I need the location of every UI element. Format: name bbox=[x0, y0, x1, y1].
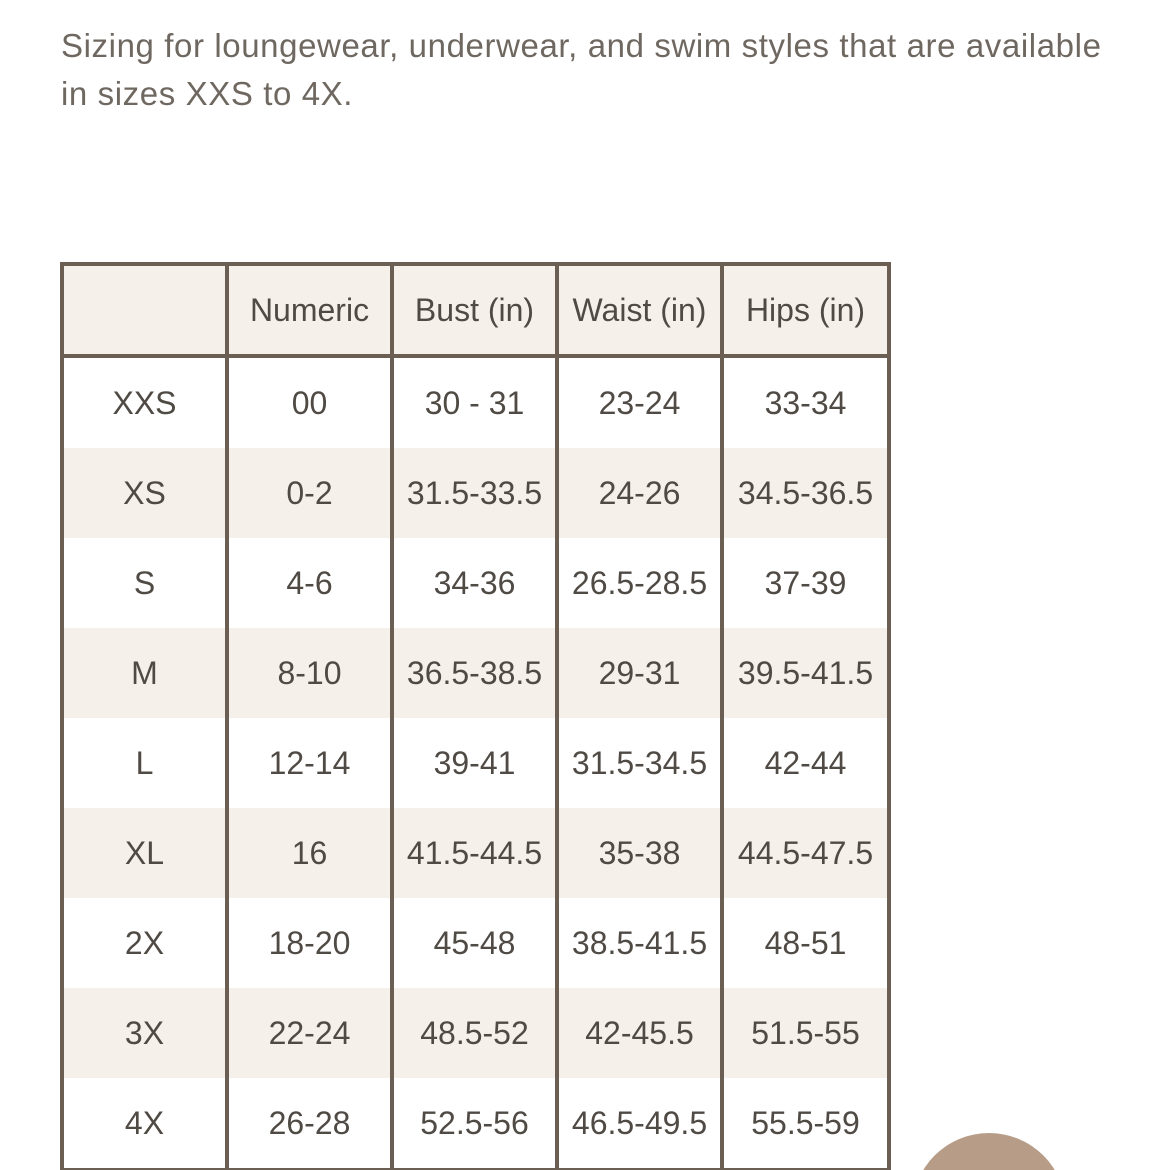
table-row bbox=[62, 448, 889, 538]
cell-numeric: 00 bbox=[227, 356, 392, 448]
cell-waist: 46.5-49.5 bbox=[557, 1078, 722, 1170]
cell-hips: 33-34 bbox=[722, 356, 889, 448]
cell-hips: 44.5-47.5 bbox=[722, 808, 889, 898]
table-row bbox=[62, 988, 889, 1078]
header-hips: Hips (in) bbox=[722, 264, 889, 356]
cell-waist: 23-24 bbox=[557, 356, 722, 448]
cell-numeric: 22-24 bbox=[227, 988, 392, 1078]
cell-bust: 34-36 bbox=[392, 538, 557, 628]
cell-size: 3X bbox=[62, 988, 227, 1078]
cell-size: L bbox=[62, 718, 227, 808]
intro-text: Sizing for loungewear, underwear, and swim styles that are available in sizes XXS to 4X. bbox=[61, 27, 1102, 112]
cell-waist: 31.5-34.5 bbox=[557, 718, 722, 808]
header-bust: Bust (in) bbox=[392, 264, 557, 356]
cell-size: 2X bbox=[62, 898, 227, 988]
cell-bust: 36.5-38.5 bbox=[392, 628, 557, 718]
cell-numeric: 18-20 bbox=[227, 898, 392, 988]
table-row bbox=[62, 898, 889, 988]
cell-waist: 35-38 bbox=[557, 808, 722, 898]
header-numeric: Numeric bbox=[227, 264, 392, 356]
cell-waist: 24-26 bbox=[557, 448, 722, 538]
cell-numeric: 8-10 bbox=[227, 628, 392, 718]
chat-button[interactable] bbox=[912, 1133, 1066, 1170]
cell-numeric: 0-2 bbox=[227, 448, 392, 538]
cell-hips: 51.5-55 bbox=[722, 988, 889, 1078]
table-row bbox=[62, 1078, 889, 1170]
cell-numeric: 12-14 bbox=[227, 718, 392, 808]
header-size bbox=[62, 264, 227, 356]
cell-hips: 39.5-41.5 bbox=[722, 628, 889, 718]
cell-size: XL bbox=[62, 808, 227, 898]
table-row bbox=[62, 808, 889, 898]
cell-numeric: 4-6 bbox=[227, 538, 392, 628]
table-row bbox=[62, 718, 889, 808]
cell-hips: 48-51 bbox=[722, 898, 889, 988]
cell-bust: 31.5-33.5 bbox=[392, 448, 557, 538]
cell-size: XXS bbox=[62, 356, 227, 448]
cell-bust: 39-41 bbox=[392, 718, 557, 808]
table-row bbox=[62, 628, 889, 718]
cell-size: M bbox=[62, 628, 227, 718]
cell-hips: 37-39 bbox=[722, 538, 889, 628]
table-header-row bbox=[62, 264, 889, 356]
cell-hips: 55.5-59 bbox=[722, 1078, 889, 1170]
size-chart-table bbox=[60, 262, 891, 1170]
cell-waist: 42-45.5 bbox=[557, 988, 722, 1078]
table-row bbox=[62, 356, 889, 448]
cell-bust: 45-48 bbox=[392, 898, 557, 988]
cell-size: S bbox=[62, 538, 227, 628]
cell-size: XS bbox=[62, 448, 227, 538]
cell-numeric: 26-28 bbox=[227, 1078, 392, 1170]
cell-bust: 48.5-52 bbox=[392, 988, 557, 1078]
table-row bbox=[62, 538, 889, 628]
cell-hips: 34.5-36.5 bbox=[722, 448, 889, 538]
cell-waist: 29-31 bbox=[557, 628, 722, 718]
cell-bust: 41.5-44.5 bbox=[392, 808, 557, 898]
cell-hips: 42-44 bbox=[722, 718, 889, 808]
cell-size: 4X bbox=[62, 1078, 227, 1170]
cell-waist: 38.5-41.5 bbox=[557, 898, 722, 988]
cell-bust: 30 - 31 bbox=[392, 356, 557, 448]
cell-numeric: 16 bbox=[227, 808, 392, 898]
cell-bust: 52.5-56 bbox=[392, 1078, 557, 1170]
header-waist: Waist (in) bbox=[557, 264, 722, 356]
cell-waist: 26.5-28.5 bbox=[557, 538, 722, 628]
